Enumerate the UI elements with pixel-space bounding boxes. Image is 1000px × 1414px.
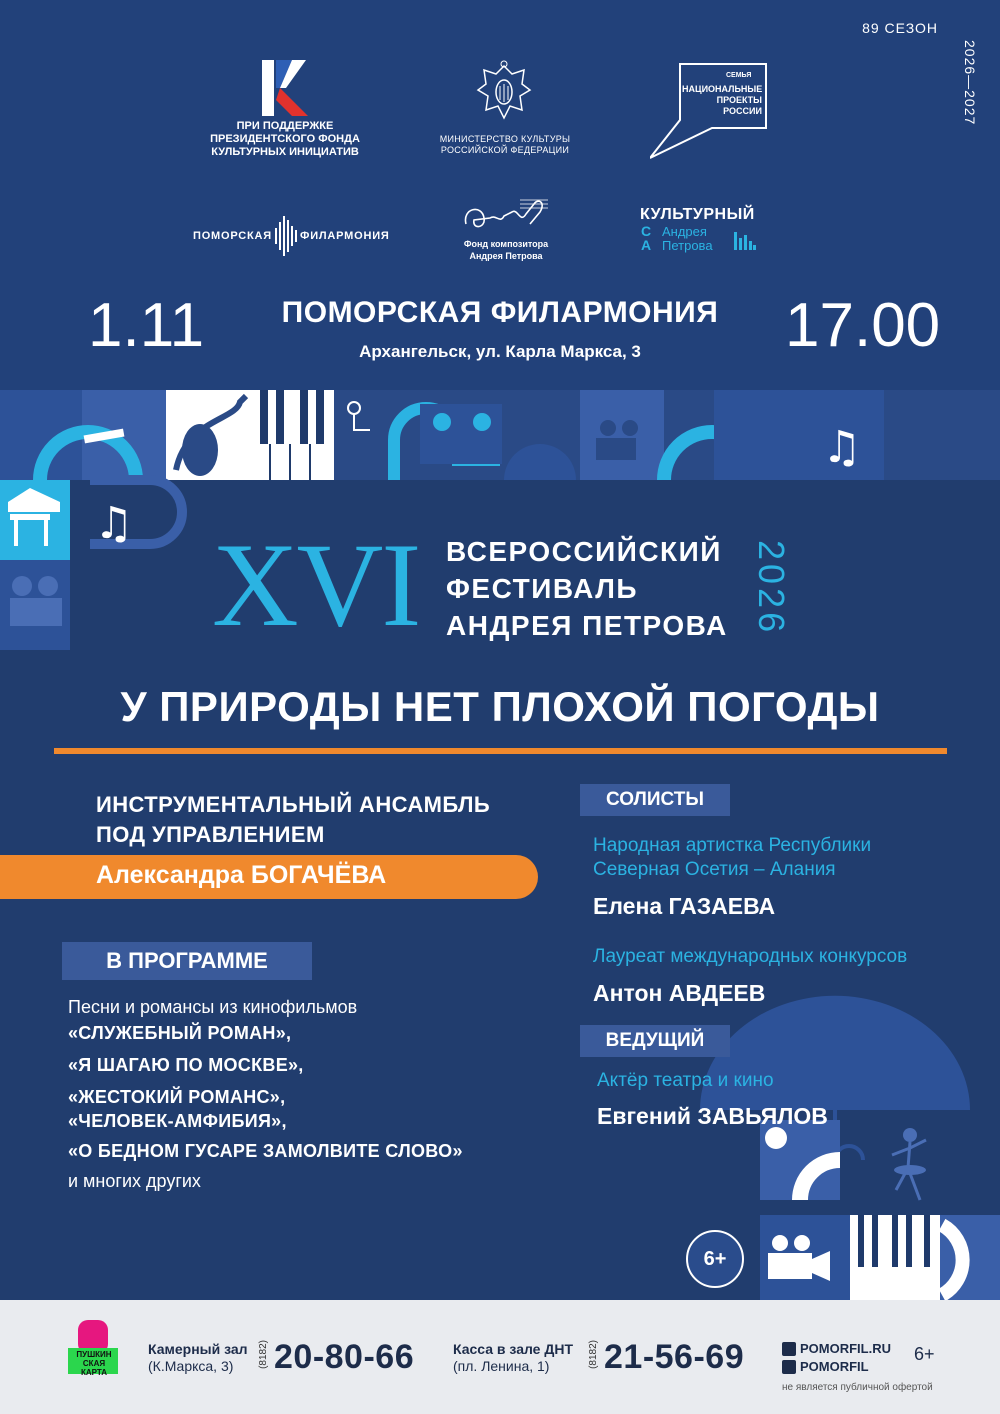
orange-divider — [54, 748, 947, 754]
footer-age-rating: 6+ — [914, 1344, 935, 1364]
ministry-emblem-icon — [472, 60, 536, 130]
ensemble-line-2: ПОД УПРАВЛЕНИЕМ — [96, 822, 325, 847]
natproj-caption: НАЦИОНАЛЬНЫЕ ПРОЕКТЫ РОССИИ — [682, 84, 763, 116]
soloists-label: СОЛИСТЫ — [580, 784, 730, 816]
festival-number: XVI — [212, 518, 420, 651]
event-address: Архангельск, ул. Карла Маркса, 3 — [359, 342, 641, 361]
pushkin-card-caption: ПУШКИН СКАЯ КАРТА — [76, 1350, 112, 1377]
pfki-logo — [262, 60, 308, 116]
concert-title: У ПРИРОДЫ НЕТ ПЛОХОЙ ПОГОДЫ — [120, 683, 880, 730]
season-years: 2026—2027 — [962, 40, 978, 126]
philharmonic-logo-right: ФИЛАРМОНИЯ — [300, 230, 390, 242]
festival-line-1: ВСЕРОССИЙСКИЙ — [446, 536, 722, 567]
svg-text:♫: ♫ — [94, 498, 134, 549]
program-item: «О БЕДНОМ ГУСАРЕ ЗАМОЛВИТЕ СЛОВО» — [68, 1141, 463, 1161]
program-item: «СЛУЖЕБНЫЙ РОМАН», — [68, 1023, 292, 1043]
phone-1[interactable]: 20-80-66 — [274, 1338, 415, 1376]
event-venue: ПОМОРСКАЯ ФИЛАРМОНИЯ — [281, 296, 719, 329]
philharmonic-bars-icon — [275, 216, 297, 256]
philharmonic-logo-left: ПОМОРСКАЯ — [193, 230, 272, 242]
program-item: «ЧЕЛОВЕК-АМФИБИЯ», — [68, 1111, 287, 1131]
host-title: Актёр театра и кино — [597, 1070, 774, 1091]
conductor-name: Александра БОГАЧЁВА — [96, 861, 387, 889]
phone-2-code: (8182) — [588, 1340, 599, 1369]
festival-year: 2026 — [751, 540, 792, 637]
phone-1-code: (8182) — [258, 1340, 269, 1369]
fund-caption: Фонд композитора Андрея Петрова — [463, 239, 549, 261]
website-link[interactable]: POMORFIL.RU — [800, 1341, 891, 1356]
kultsad-title: КУЛЬТУРНЫЙ — [640, 206, 755, 223]
program-outro: и многих других — [68, 1171, 201, 1191]
ensemble-heading — [96, 790, 490, 850]
disclaimer: не является публичной офертой — [782, 1382, 933, 1393]
signature-icon — [460, 194, 552, 238]
ensemble-line-1: ИНСТРУМЕНТАЛЬНЫЙ АНСАМБЛЬ — [96, 792, 491, 817]
kultsad-letters: СА — [641, 223, 652, 253]
vk-icon — [782, 1360, 796, 1374]
soloist-2-title: Лауреат международных конкурсов — [593, 946, 908, 967]
svg-text:♫: ♫ — [822, 422, 862, 473]
event-time: 17.00 — [785, 291, 941, 360]
vk-link[interactable]: POMORFIL — [800, 1359, 869, 1374]
soloist-2-name: Антон АВДЕЕВ — [593, 980, 766, 1006]
host-name: Евгений ЗАВЬЯЛОВ — [597, 1103, 828, 1129]
festival-line-2: ФЕСТИВАЛЬ — [446, 573, 638, 604]
pfki-caption: ПРИ ПОДДЕРЖКЕ ПРЕЗИДЕНТСКОГО ФОНДА КУЛЬТУРНЫХ ИНИЦИАТИВ — [210, 120, 360, 158]
website-icon — [782, 1342, 796, 1356]
season-label: 89 СЕЗОН — [862, 20, 938, 36]
soloist-1-name: Елена ГАЗАЕВА — [593, 893, 776, 919]
event-date: 1.11 — [88, 291, 205, 360]
kultsad-sub: Андрея Петрова — [662, 224, 713, 253]
program-intro: Песни и романсы из кинофильмов — [68, 997, 358, 1017]
program-item: «ЖЕСТОКИЙ РОМАНС», — [68, 1087, 286, 1107]
hall-1-address: (К.Маркса, 3) — [148, 1358, 234, 1374]
kultsad-bars-icon — [734, 228, 756, 250]
host-label: ВЕДУЩИЙ — [580, 1025, 730, 1057]
festival-line-3: АНДРЕЯ ПЕТРОВА — [446, 610, 728, 641]
phone-2[interactable]: 21-56-69 — [604, 1338, 745, 1376]
ministry-caption: МИНИСТЕРСТВО КУЛЬТУРЫ РОССИЙСКОЙ ФЕДЕРАЦИИ — [439, 134, 571, 155]
program-item: «Я ШАГАЮ ПО МОСКВЕ», — [68, 1055, 304, 1075]
hall-1-label: Камерный зал — [148, 1341, 248, 1357]
hall-2-label: Касса в зале ДНТ — [453, 1341, 573, 1357]
natproj-top: СЕМЬЯ — [726, 72, 752, 79]
hall-2-address: (пл. Ленина, 1) — [453, 1358, 550, 1374]
soloist-1-title: Народная артистка Республики Северная Осетия – Алания — [593, 835, 872, 880]
program-label: В ПРОГРАММЕ — [62, 942, 312, 980]
age-rating-badge: 6+ — [686, 1230, 744, 1288]
